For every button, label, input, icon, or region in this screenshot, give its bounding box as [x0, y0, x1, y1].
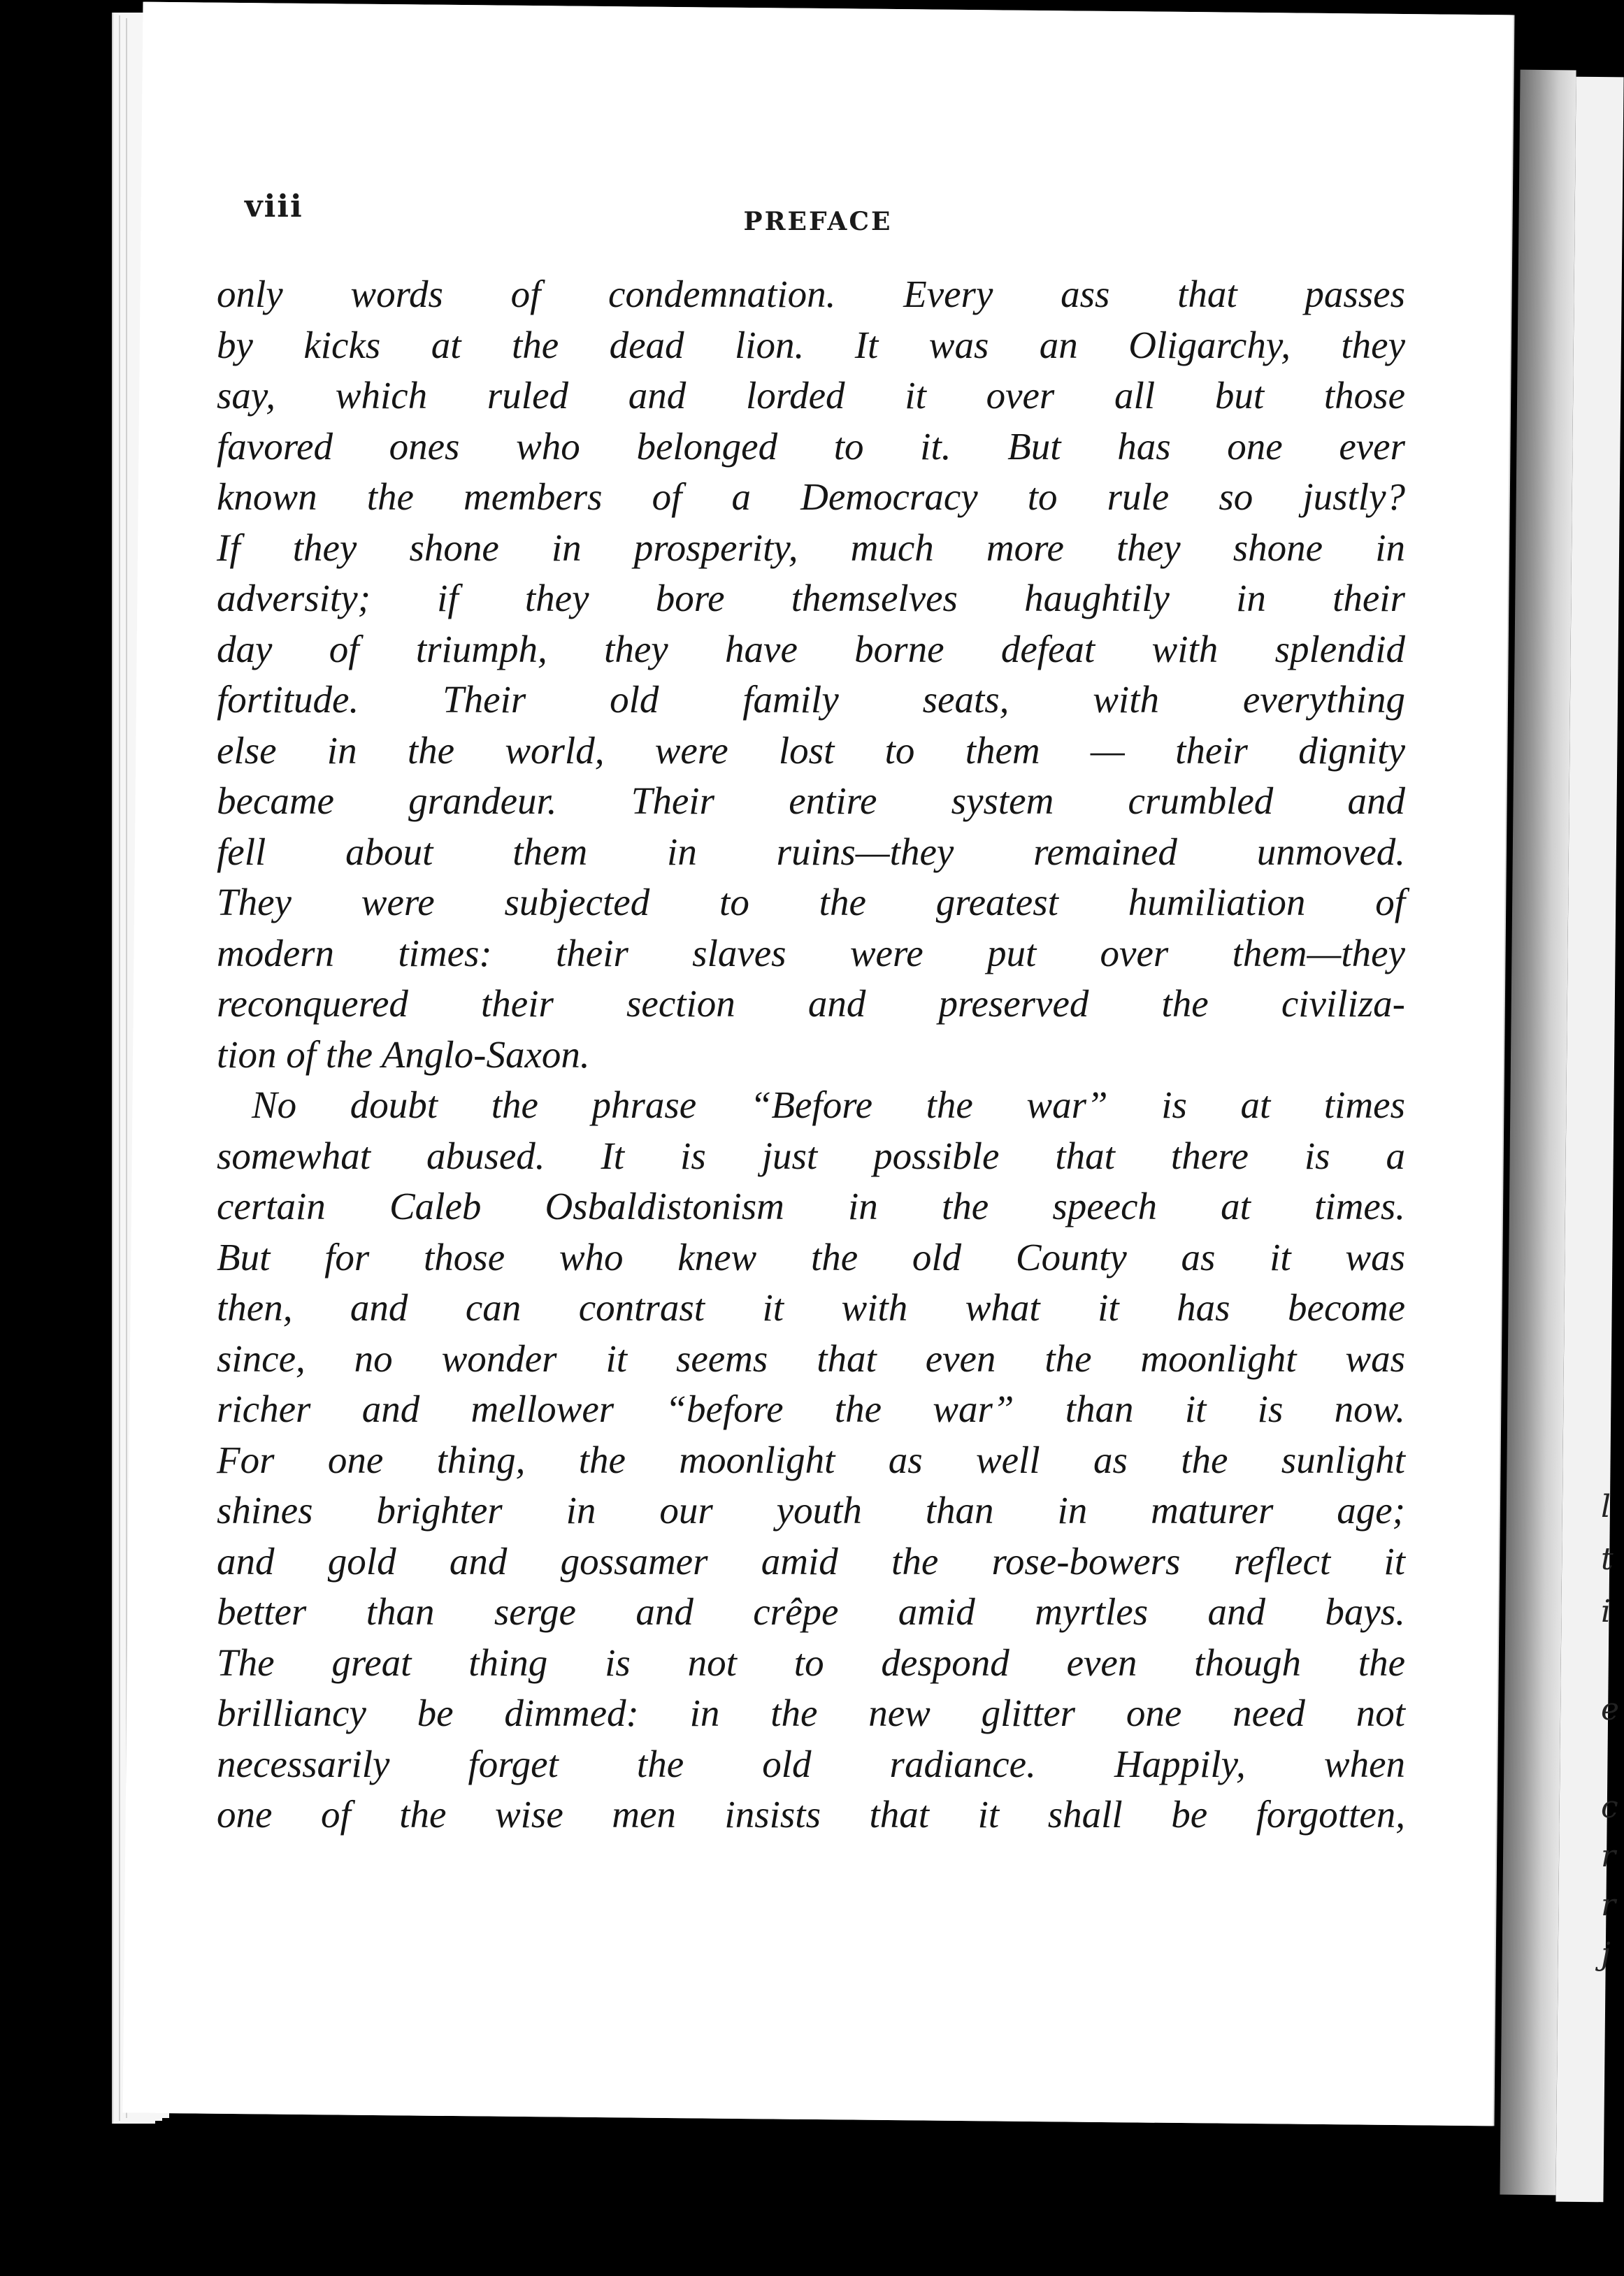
text-line: adversity; if they bore themselves haughtily in their	[217, 577, 1405, 619]
text-line: better than serge and crêpe amid myrtles and bays.	[217, 1590, 1405, 1633]
text-line: else in the world, were lost to them — their dignity	[217, 728, 1405, 772]
text-line: somewhat abused. It is just possible that there is a	[217, 1134, 1405, 1177]
text-line: became grandeur. Their entire system crumbled and	[217, 779, 1405, 822]
text-line: modern times: their slaves were put over them—they	[217, 931, 1405, 974]
paragraph	[217, 1080, 1405, 1841]
running-head	[245, 189, 1391, 245]
facing-page-letter: j	[1601, 1936, 1611, 1972]
text-line: tion of the Anglo-Saxon.	[217, 1032, 590, 1076]
text-line: only words of condemnation. Every ass that passes	[217, 273, 1405, 315]
text-line: favored ones who belonged to it. But has one ever	[217, 424, 1405, 468]
page-number: viii	[245, 189, 303, 224]
text-line: No doubt the phrase “Before the war” is at times	[252, 1083, 1405, 1126]
body-text	[217, 269, 1405, 1841]
facing-page-letter: r	[1601, 1838, 1616, 1874]
text-line: shines brighter in our youth than in maturer age;	[217, 1489, 1405, 1532]
text-line: say, which ruled and lorded it over all but those	[217, 374, 1405, 417]
facing-page-letter: l	[1601, 1489, 1611, 1525]
text-line: fortitude. Their old family seats, with everything	[217, 678, 1405, 721]
text-line: certain Caleb Osbaldistonism in the speech at times.	[217, 1185, 1405, 1227]
page-header: PREFACE	[743, 207, 893, 236]
text-line: The great thing is not to despond even though the	[217, 1641, 1405, 1684]
text-line: known the members of a Democracy to rule so justly?	[217, 475, 1405, 518]
text-line: one of the wise men insists that it shall be forgotten,	[217, 1793, 1405, 1836]
text-line: by kicks at the dead lion. It was an Oligarchy, they	[217, 323, 1405, 366]
text-line: and gold and gossamer amid the rose-bowers reflect it	[217, 1539, 1405, 1583]
facing-page-letter: e	[1601, 1692, 1620, 1727]
text-line: brilliancy be dimmed: in the new glitter one need not	[217, 1692, 1405, 1734]
text-line: reconquered their section and preserved the civiliza-	[217, 982, 1405, 1025]
text-line: But for those who knew the old County as it was	[217, 1235, 1405, 1279]
text-line: then, and can contrast it with what it has become	[217, 1286, 1405, 1329]
text-line: day of triumph, they have borne defeat with splendid	[217, 627, 1405, 670]
text-line: fell about them in ruins—they remained unmoved.	[217, 830, 1405, 873]
text-line: since, no wonder it seems that even the moonlight was	[217, 1337, 1405, 1380]
text-line: They were subjected to the greatest humiliation of	[217, 881, 1405, 923]
text-line: richer and mellower “before the war” than it is now.	[217, 1388, 1405, 1430]
facing-page-letter: c	[1601, 1789, 1618, 1825]
text-line: necessarily forget the old radiance. Happily, when	[217, 1742, 1405, 1785]
facing-page-letter: t	[1601, 1541, 1614, 1577]
text-line: For one thing, the moonlight as well as the sunlight	[217, 1438, 1405, 1481]
text-line: If they shone in prosperity, much more they shone in	[217, 526, 1405, 569]
facing-page-letter: i	[1601, 1594, 1611, 1629]
paragraph	[217, 269, 1405, 1080]
facing-page-letter: r	[1601, 1887, 1616, 1923]
